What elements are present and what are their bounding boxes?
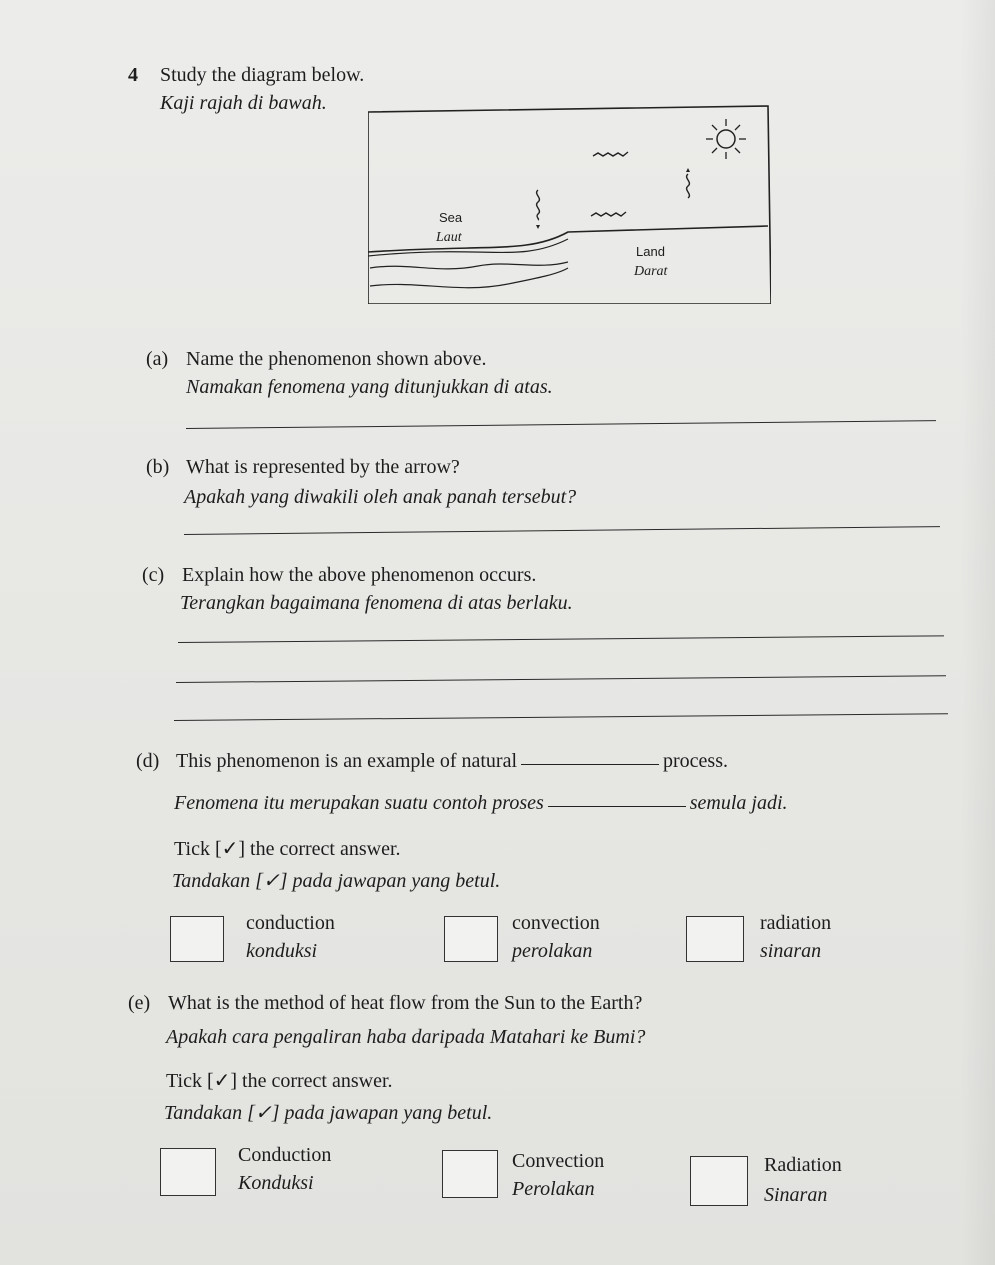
bird-icon-2 xyxy=(591,212,626,216)
part-c-question-ms: Terangkan bagaimana fenomena di atas berlaku. xyxy=(180,592,573,614)
part-d-checkbox-conduction[interactable] xyxy=(170,916,224,962)
part-d-label: (d) xyxy=(136,750,160,772)
page-fold-shadow xyxy=(960,0,995,1265)
question-stem-ms: Kaji rajah di bawah. xyxy=(160,92,327,114)
diagram-svg xyxy=(368,104,771,304)
part-e-tick-ms: Tandakan [✓] pada jawapan yang betul. xyxy=(164,1102,493,1124)
part-c-answer-line-2[interactable] xyxy=(176,675,946,683)
part-b-question-en: What is represented by the arrow? xyxy=(186,456,460,478)
question-number: 4 xyxy=(128,64,138,86)
part-d-en-after: process. xyxy=(663,750,728,772)
part-c-question-en: Explain how the above phenomenon occurs. xyxy=(182,564,537,586)
question-stem-en: Study the diagram below. xyxy=(160,64,365,86)
part-b-label: (b) xyxy=(146,456,170,478)
part-e-checkbox-radiation[interactable] xyxy=(690,1156,748,1206)
part-e-question-ms: Apakah cara pengaliran haba daripada Matahari ke Bumi? xyxy=(166,1026,646,1048)
label-darat: Darat xyxy=(634,264,668,279)
part-d-blank-ms[interactable] xyxy=(548,805,686,807)
part-e-label: (e) xyxy=(128,992,151,1014)
part-d-sentence-en xyxy=(176,750,728,773)
part-d-ms-before: Fenomena itu merupakan suatu contoh proses xyxy=(174,792,544,814)
label-land: Land xyxy=(636,244,665,259)
part-e-checkbox-convection[interactable] xyxy=(442,1150,498,1198)
part-a-answer-line[interactable] xyxy=(186,420,936,429)
arrow-head-down-icon xyxy=(536,225,540,229)
part-e-option-convection-ms: Perolakan xyxy=(512,1178,595,1200)
part-d-checkbox-convection[interactable] xyxy=(444,916,498,962)
sea-breeze-diagram xyxy=(368,104,771,304)
part-d-option-convection-en: convection xyxy=(512,912,600,934)
part-b-question-ms: Apakah yang diwakili oleh anak panah tersebut? xyxy=(184,486,577,508)
part-e-option-conduction-en: Conduction xyxy=(238,1144,332,1166)
part-a-label: (a) xyxy=(146,348,169,370)
part-c-answer-line-3[interactable] xyxy=(174,713,948,721)
part-d-en-before: This phenomenon is an example of natural xyxy=(176,750,518,772)
part-d-tick-ms: Tandakan [✓] pada jawapan yang betul. xyxy=(172,870,501,892)
part-d-option-radiation-en: radiation xyxy=(760,912,832,934)
part-d-option-convection-ms: perolakan xyxy=(512,940,593,962)
wavy-arrow-icon-2 xyxy=(687,174,690,198)
sea-wave-line-2 xyxy=(370,268,568,288)
part-d-blank-en[interactable] xyxy=(521,763,659,765)
bird-icon xyxy=(593,152,628,156)
part-e-question-en: What is the method of heat flow from the Sun to the Earth? xyxy=(168,992,643,1014)
part-b-answer-line[interactable] xyxy=(184,526,940,535)
part-e-option-conduction-ms: Konduksi xyxy=(238,1172,314,1194)
part-e-checkbox-conduction[interactable] xyxy=(160,1148,216,1196)
part-a-question-ms: Namakan fenomena yang ditunjukkan di atas. xyxy=(186,376,553,398)
part-e-option-radiation-en: Radiation xyxy=(764,1154,842,1176)
label-sea: Sea xyxy=(439,210,463,225)
part-d-option-conduction-ms: konduksi xyxy=(246,940,318,962)
arrow-head-up-icon xyxy=(686,168,690,172)
part-c-label: (c) xyxy=(142,564,165,586)
diagram-frame xyxy=(368,106,771,304)
part-d-tick-en: Tick [✓] the correct answer. xyxy=(174,838,401,860)
part-d-checkbox-radiation[interactable] xyxy=(686,916,744,962)
sun-icon xyxy=(706,119,746,159)
part-d-sentence-ms xyxy=(174,792,788,815)
part-c-answer-line-1[interactable] xyxy=(178,635,944,643)
label-laut: Laut xyxy=(436,230,462,245)
part-e-option-convection-en: Convection xyxy=(512,1150,605,1172)
part-d-ms-after: semula jadi. xyxy=(689,792,788,814)
sea-wave-line-1 xyxy=(370,262,568,269)
part-e-option-radiation-ms: Sinaran xyxy=(764,1184,828,1206)
part-d-option-conduction-en: conduction xyxy=(246,912,335,934)
part-e-tick-en: Tick [✓] the correct answer. xyxy=(166,1070,393,1092)
part-a-question-en: Name the phenomenon shown above. xyxy=(186,348,487,370)
wavy-arrow-icon xyxy=(537,190,540,220)
part-d-option-radiation-ms: sinaran xyxy=(760,940,822,962)
